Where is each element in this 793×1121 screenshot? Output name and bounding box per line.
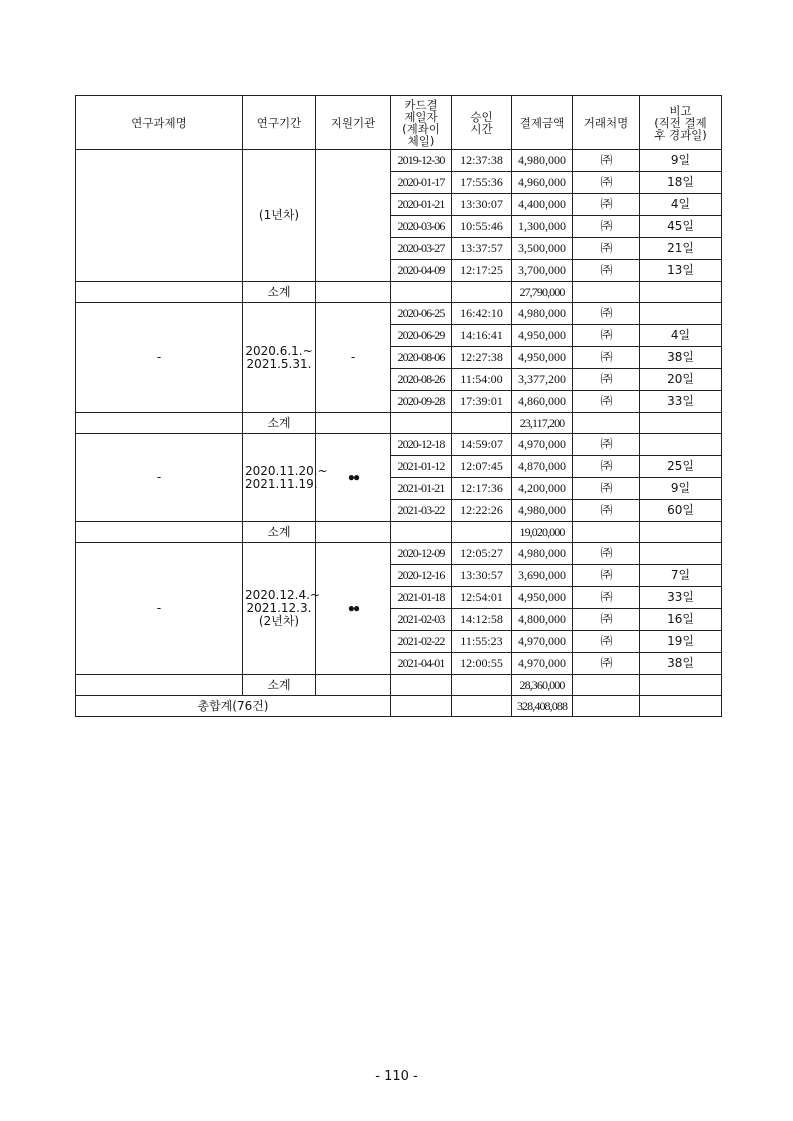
grand-total-empty-cell xyxy=(573,696,640,717)
amount-cell: 3,500,000 xyxy=(512,238,573,260)
amount-cell: 4,980,000 xyxy=(512,543,573,565)
approval-time-cell: 12:00:55 xyxy=(452,653,512,675)
amount-cell: 1,300,000 xyxy=(512,216,573,238)
card-date-cell: 2020-12-09 xyxy=(391,543,452,565)
subtotal-row xyxy=(76,282,722,303)
project-cell: - xyxy=(76,543,243,675)
subtotal-empty-cell xyxy=(573,522,640,543)
period-cell: (1년차) xyxy=(243,150,316,282)
vendor-cell: ㈜ xyxy=(573,653,640,675)
vendor-cell: ㈜ xyxy=(573,150,640,172)
subtotal-amount: 19,020,000 xyxy=(512,522,573,543)
vendor-cell: ㈜ xyxy=(573,238,640,260)
approval-time-cell: 14:12:58 xyxy=(452,609,512,631)
amount-cell: 4,860,000 xyxy=(512,391,573,413)
subtotal-label: 소계 xyxy=(243,675,316,696)
table-row xyxy=(76,150,722,172)
amount-cell: 3,700,000 xyxy=(512,260,573,282)
note-cell: 19일 xyxy=(640,631,722,653)
subtotal-label: 소계 xyxy=(243,522,316,543)
card-date-cell: 2021-03-22 xyxy=(391,500,452,522)
vendor-cell: ㈜ xyxy=(573,391,640,413)
amount-cell: 4,950,000 xyxy=(512,587,573,609)
vendor-cell: ㈜ xyxy=(573,587,640,609)
card-date-cell: 2021-01-21 xyxy=(391,478,452,500)
table-body xyxy=(76,150,722,717)
card-date-cell: 2020-08-06 xyxy=(391,347,452,369)
approval-time-cell: 11:55:23 xyxy=(452,631,512,653)
subtotal-label: 소계 xyxy=(243,413,316,434)
vendor-cell: ㈜ xyxy=(573,565,640,587)
card-date-cell: 2020-03-27 xyxy=(391,238,452,260)
subtotal-empty-cell xyxy=(573,675,640,696)
subtotal-empty-cell xyxy=(573,413,640,434)
page-number: - 110 - xyxy=(375,1069,418,1084)
note-cell: 16일 xyxy=(640,609,722,631)
vendor-cell: ㈜ xyxy=(573,194,640,216)
vendor-cell: ㈜ xyxy=(573,303,640,325)
card-date-cell: 2019-12-30 xyxy=(391,150,452,172)
amount-cell: 4,970,000 xyxy=(512,653,573,675)
subtotal-empty-cell xyxy=(452,413,512,434)
card-date-cell: 2021-01-12 xyxy=(391,456,452,478)
subtotal-empty-cell xyxy=(452,282,512,303)
subtotal-empty-cell xyxy=(391,413,452,434)
subtotal-empty-cell xyxy=(391,675,452,696)
card-date-cell: 2021-04-01 xyxy=(391,653,452,675)
agency-cell xyxy=(316,150,391,282)
vendor-cell: ㈜ xyxy=(573,500,640,522)
subtotal-empty-cell xyxy=(76,413,243,434)
note-cell: 7일 xyxy=(640,565,722,587)
amount-cell: 4,970,000 xyxy=(512,631,573,653)
approval-time-cell: 12:07:45 xyxy=(452,456,512,478)
grand-total-row xyxy=(76,696,722,717)
subtotal-empty-cell xyxy=(316,675,391,696)
subtotal-amount: 27,790,000 xyxy=(512,282,573,303)
period-cell: 2020.6.1.~ 2021.5.31. xyxy=(243,303,316,413)
subtotal-amount: 23,117,200 xyxy=(512,413,573,434)
subtotal-empty-cell xyxy=(76,282,243,303)
note-cell: 4일 xyxy=(640,194,722,216)
note-cell: 18일 xyxy=(640,172,722,194)
header-approval-time: 승인 시간 xyxy=(452,96,512,150)
note-cell: 25일 xyxy=(640,456,722,478)
subtotal-row xyxy=(76,522,722,543)
approval-time-cell: 12:17:25 xyxy=(452,260,512,282)
subtotal-row xyxy=(76,675,722,696)
card-date-cell: 2020-03-06 xyxy=(391,216,452,238)
agency-cell: ●● xyxy=(316,543,391,675)
vendor-cell: ㈜ xyxy=(573,543,640,565)
header-amount: 결제금액 xyxy=(512,96,573,150)
subtotal-row xyxy=(76,413,722,434)
subtotal-empty-cell xyxy=(640,675,722,696)
amount-cell: 3,377,200 xyxy=(512,369,573,391)
table-row xyxy=(76,303,722,325)
amount-cell: 4,950,000 xyxy=(512,347,573,369)
vendor-cell: ㈜ xyxy=(573,609,640,631)
note-cell xyxy=(640,543,722,565)
approval-time-cell: 12:27:38 xyxy=(452,347,512,369)
approval-time-cell: 12:22:26 xyxy=(452,500,512,522)
approval-time-cell: 13:30:57 xyxy=(452,565,512,587)
period-cell: 2020.12.4.~ 2021.12.3. (2년차) xyxy=(243,543,316,675)
grand-total-amount: 328,408,088 xyxy=(512,696,573,717)
note-cell: 9일 xyxy=(640,150,722,172)
subtotal-empty-cell xyxy=(391,282,452,303)
card-date-cell: 2020-01-17 xyxy=(391,172,452,194)
amount-cell: 4,200,000 xyxy=(512,478,573,500)
card-date-cell: 2020-04-09 xyxy=(391,260,452,282)
approval-time-cell: 13:30:07 xyxy=(452,194,512,216)
note-cell: 60일 xyxy=(640,500,722,522)
amount-cell: 4,960,000 xyxy=(512,172,573,194)
vendor-cell: ㈜ xyxy=(573,631,640,653)
header-row xyxy=(76,96,722,150)
subtotal-empty-cell xyxy=(316,413,391,434)
grand-total-empty-cell xyxy=(391,696,452,717)
table-row xyxy=(76,543,722,565)
amount-cell: 4,400,000 xyxy=(512,194,573,216)
subtotal-empty-cell xyxy=(76,522,243,543)
card-payment-table xyxy=(75,95,722,717)
approval-time-cell: 17:39:01 xyxy=(452,391,512,413)
grand-total-label: 총합계(76건) xyxy=(76,696,391,717)
card-date-cell: 2020-01-21 xyxy=(391,194,452,216)
grand-total-empty-cell xyxy=(452,696,512,717)
note-cell: 33일 xyxy=(640,391,722,413)
header-project: 연구과제명 xyxy=(76,96,243,150)
amount-cell: 4,980,000 xyxy=(512,150,573,172)
approval-time-cell: 12:37:38 xyxy=(452,150,512,172)
approval-time-cell: 12:17:36 xyxy=(452,478,512,500)
subtotal-empty-cell xyxy=(640,282,722,303)
header-agency: 지원기관 xyxy=(316,96,391,150)
amount-cell: 4,950,000 xyxy=(512,325,573,347)
agency-cell: - xyxy=(316,303,391,413)
subtotal-empty-cell xyxy=(452,522,512,543)
vendor-cell: ㈜ xyxy=(573,456,640,478)
approval-time-cell: 11:54:00 xyxy=(452,369,512,391)
approval-time-cell: 16:42:10 xyxy=(452,303,512,325)
subtotal-label: 소계 xyxy=(243,282,316,303)
note-cell: 45일 xyxy=(640,216,722,238)
subtotal-amount: 28,360,000 xyxy=(512,675,573,696)
approval-time-cell: 13:37:57 xyxy=(452,238,512,260)
approval-time-cell: 14:59:07 xyxy=(452,434,512,456)
vendor-cell: ㈜ xyxy=(573,347,640,369)
subtotal-empty-cell xyxy=(316,282,391,303)
subtotal-empty-cell xyxy=(316,522,391,543)
subtotal-empty-cell xyxy=(573,282,640,303)
note-cell: 13일 xyxy=(640,260,722,282)
amount-cell: 4,800,000 xyxy=(512,609,573,631)
subtotal-empty-cell xyxy=(452,675,512,696)
header-card-date: 카드결 제일자 (계좌이 체일) xyxy=(391,96,452,150)
note-cell: 9일 xyxy=(640,478,722,500)
header-period: 연구기간 xyxy=(243,96,316,150)
subtotal-empty-cell xyxy=(640,413,722,434)
vendor-cell: ㈜ xyxy=(573,434,640,456)
amount-cell: 3,690,000 xyxy=(512,565,573,587)
note-cell xyxy=(640,434,722,456)
project-cell: - xyxy=(76,303,243,413)
card-date-cell: 2021-02-03 xyxy=(391,609,452,631)
approval-time-cell: 14:16:41 xyxy=(452,325,512,347)
subtotal-empty-cell xyxy=(640,522,722,543)
amount-cell: 4,870,000 xyxy=(512,456,573,478)
note-cell: 38일 xyxy=(640,653,722,675)
vendor-cell: ㈜ xyxy=(573,260,640,282)
vendor-cell: ㈜ xyxy=(573,216,640,238)
approval-time-cell: 12:05:27 xyxy=(452,543,512,565)
note-cell xyxy=(640,303,722,325)
vendor-cell: ㈜ xyxy=(573,369,640,391)
note-cell: 4일 xyxy=(640,325,722,347)
amount-cell: 4,980,000 xyxy=(512,303,573,325)
amount-cell: 4,970,000 xyxy=(512,434,573,456)
grand-total-empty-cell xyxy=(640,696,722,717)
card-date-cell: 2021-02-22 xyxy=(391,631,452,653)
table-row xyxy=(76,434,722,456)
subtotal-empty-cell xyxy=(391,522,452,543)
approval-time-cell: 17:55:36 xyxy=(452,172,512,194)
note-cell: 20일 xyxy=(640,369,722,391)
card-date-cell: 2020-06-29 xyxy=(391,325,452,347)
card-date-cell: 2020-08-26 xyxy=(391,369,452,391)
vendor-cell: ㈜ xyxy=(573,325,640,347)
subtotal-empty-cell xyxy=(76,675,243,696)
agency-cell: ●● xyxy=(316,434,391,522)
project-cell xyxy=(76,150,243,282)
note-cell: 38일 xyxy=(640,347,722,369)
note-cell: 21일 xyxy=(640,238,722,260)
card-date-cell: 2020-09-28 xyxy=(391,391,452,413)
project-cell: - xyxy=(76,434,243,522)
approval-time-cell: 10:55:46 xyxy=(452,216,512,238)
approval-time-cell: 12:54:01 xyxy=(452,587,512,609)
card-date-cell: 2020-12-18 xyxy=(391,434,452,456)
card-date-cell: 2021-01-18 xyxy=(391,587,452,609)
card-date-cell: 2020-06-25 xyxy=(391,303,452,325)
header-note: 비고 (직전 결제 후 경과일) xyxy=(640,96,722,150)
card-date-cell: 2020-12-16 xyxy=(391,565,452,587)
vendor-cell: ㈜ xyxy=(573,172,640,194)
note-cell: 33일 xyxy=(640,587,722,609)
header-vendor: 거래처명 xyxy=(573,96,640,150)
vendor-cell: ㈜ xyxy=(573,478,640,500)
period-cell: 2020.11.20.~ 2021.11.19. xyxy=(243,434,316,522)
amount-cell: 4,980,000 xyxy=(512,500,573,522)
